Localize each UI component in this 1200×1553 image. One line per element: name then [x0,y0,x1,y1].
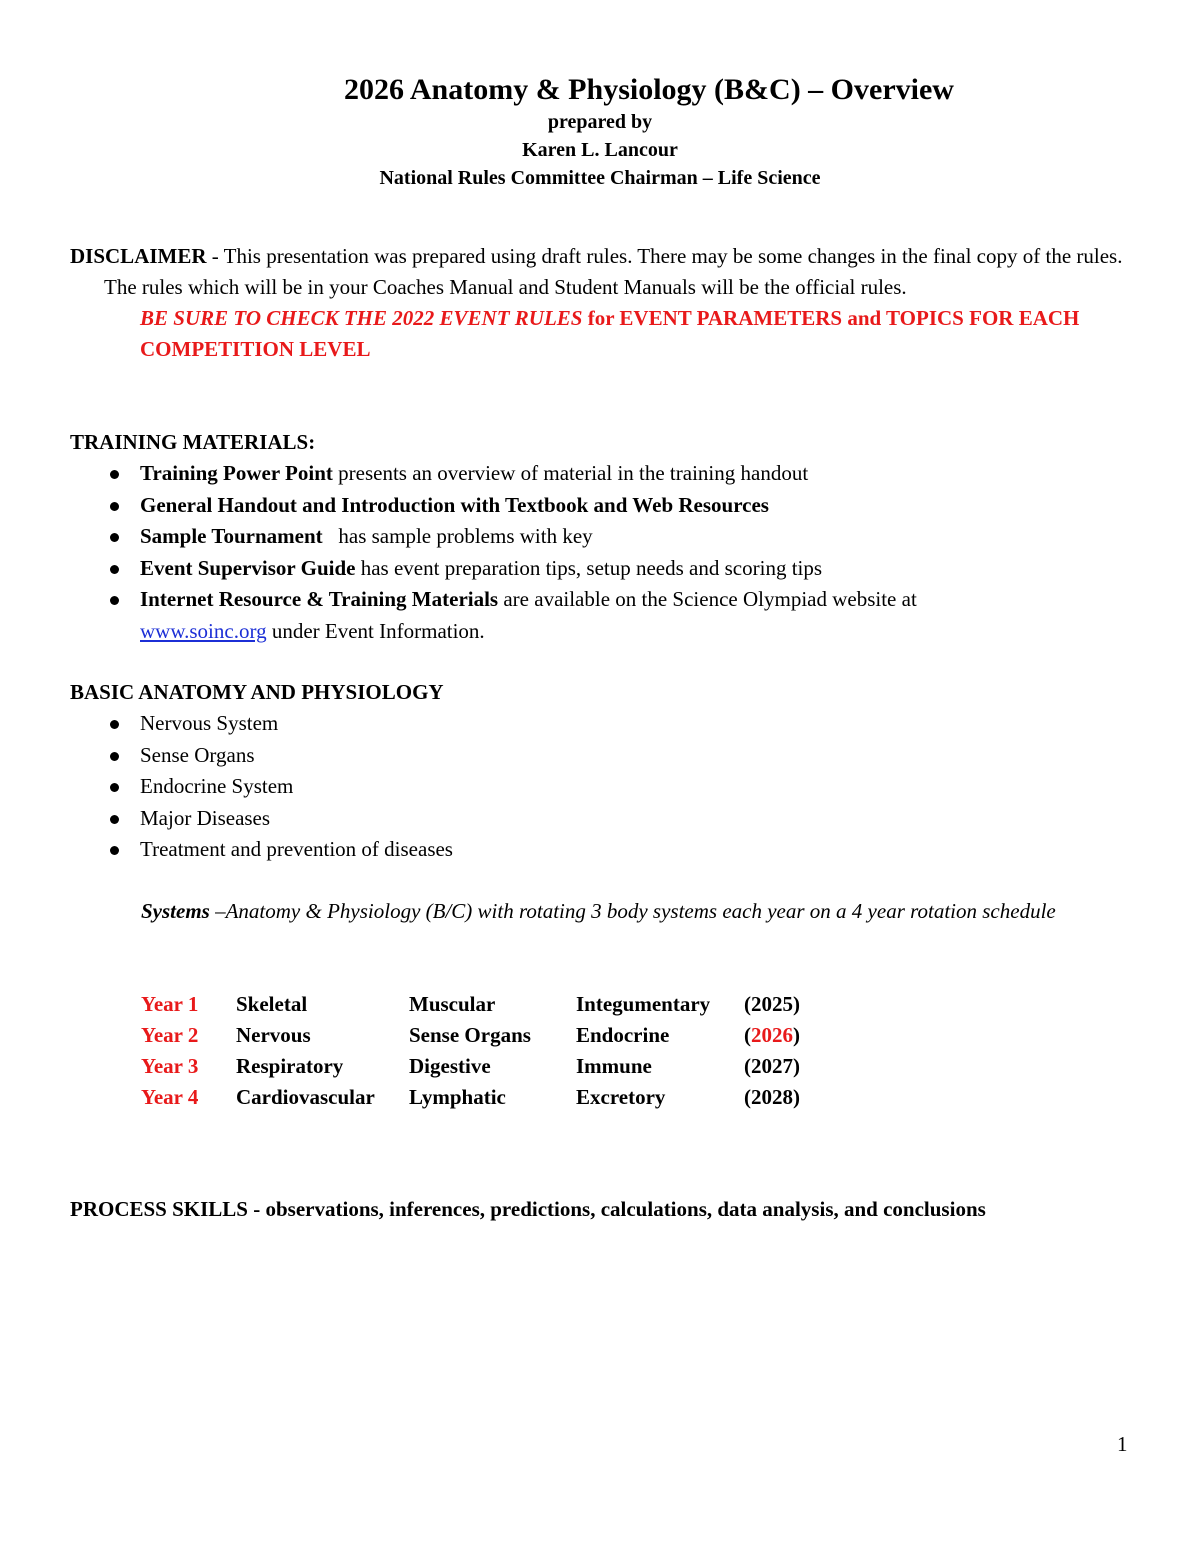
page-number: 1 [1117,1432,1128,1456]
training-materials-section [70,427,1150,647]
list-item [70,458,1150,490]
season-year-value: 2028 [751,1085,793,1109]
system-cell: Digestive [409,1054,491,1078]
prepared-by-label: prepared by [547,111,653,133]
season-year-value: 2025 [751,992,793,1016]
bullet-icon [110,533,119,542]
item-title: Training Power Point [140,461,333,485]
bullet-icon [110,783,119,792]
item-text: has sample problems with key [322,524,593,548]
season-year [744,1051,800,1082]
list-item [70,834,1150,866]
item-title: Sample Tournament [140,524,323,548]
basic-anatomy-list [70,708,1150,866]
system-cell: Immune [576,1054,652,1078]
list-item [70,740,1150,772]
document-header [0,72,1200,192]
process-skills-text: - observations, inferences, predictions, calculations, data analysis, and conclusions [248,1197,986,1221]
rules-warning-rest: for EVENT PARAMETERS and TOPICS FOR EACH COMPETITION LEVEL [140,306,1080,361]
process-skills-label: PROCESS SKILLS [70,1197,248,1221]
rules-warning-emphasis: BE SURE TO CHECK THE 2022 EVENT RULES [140,306,583,330]
item-text: has event preparation tips, setup needs and scoring tips [355,555,823,580]
season-year-value: 2027 [751,1054,793,1078]
list-item [70,553,1150,585]
paren-open: ( [744,1085,751,1109]
paren-close: ) [793,1054,800,1078]
disclaimer-text: - This presentation was prepared using draft rules. There may be some changes in the final copy of the rules. The rules which will be in your Coaches Manual and Student Manuals will be the official rules. [104,244,1123,299]
list-item [70,803,1150,835]
system-cell: Integumentary [576,992,711,1016]
link-suffix: under Event Information. [266,618,485,643]
disclaimer-label: DISCLAIMER [70,244,207,268]
item-text: Major Diseases [140,805,271,830]
paren-open: ( [744,1023,751,1047]
rules-warning [70,303,1140,365]
paren-close: ) [793,1023,800,1047]
bullet-icon [110,596,119,605]
soinc-website-link[interactable]: www.soinc.org [140,618,267,643]
system-cell: Excretory [576,1085,666,1109]
item-text: Nervous System [140,711,279,735]
author-name: Karen L. Lancour [522,139,678,161]
system-cell: Nervous [236,1023,311,1047]
item-title: Event Supervisor Guide [140,555,356,580]
training-materials-list [70,458,1150,647]
list-item [70,490,1150,522]
bullet-icon [110,752,119,761]
systems-label: Systems [141,899,210,923]
system-cell: Respiratory [236,1054,344,1078]
item-text: are available on the Science Olympiad website at [498,587,917,611]
system-cell: Muscular [409,992,496,1016]
year-label: Year 1 [141,992,199,1016]
process-skills-line [70,1194,986,1225]
system-cell: Lymphatic [409,1085,506,1109]
item-title: Internet Resource & Training Materials [140,587,499,611]
season-year [744,1020,800,1051]
bullet-icon [110,846,119,855]
item-text: Treatment and prevention of diseases [140,837,453,861]
list-item [70,521,1150,553]
system-cell: Cardiovascular [236,1085,375,1109]
training-materials-heading: TRAINING MATERIALS: [70,430,316,454]
season-year-value-current: 2026 [751,1023,793,1047]
item-title: General Handout and Introduction with Textbook and Web Resources [140,492,769,517]
list-item [70,708,1150,740]
year-label: Year 4 [141,1085,199,1109]
document-title: 2026 Anatomy & Physiology (B&C) – Overview [344,73,954,106]
paren-close: ) [793,992,800,1016]
systems-paragraph [70,896,1130,927]
bullet-icon [110,502,119,511]
year-label: Year 2 [141,1023,199,1047]
system-cell: Skeletal [236,992,308,1016]
paren-close: ) [793,1085,800,1109]
bullet-icon [110,470,119,479]
list-item [70,771,1150,803]
item-text: presents an overview of material in the training handout [332,461,809,485]
system-cell: Endocrine [576,1023,670,1047]
system-cell: Sense Organs [409,1023,531,1047]
item-text: Sense Organs [140,742,255,767]
bullet-icon [110,815,119,824]
disclaimer-paragraph [70,241,1140,303]
paren-open: ( [744,1054,751,1078]
paren-open: ( [744,992,751,1016]
season-year [744,1082,800,1113]
basic-anatomy-heading: BASIC ANATOMY AND PHYSIOLOGY [70,680,444,704]
disclaimer-section [70,241,1140,365]
item-text: Endocrine System [140,774,294,798]
season-year [744,989,800,1020]
bullet-icon [110,565,119,574]
basic-anatomy-section [70,677,1150,866]
bullet-icon [110,720,119,729]
systems-text: –Anatomy & Physiology (B/C) with rotating 3 body systems each year on a 4 year rotation schedule [209,899,1056,923]
list-item [70,584,1150,647]
year-label: Year 3 [141,1054,199,1078]
author-role: National Rules Committee Chairman – Life Science [379,167,821,189]
